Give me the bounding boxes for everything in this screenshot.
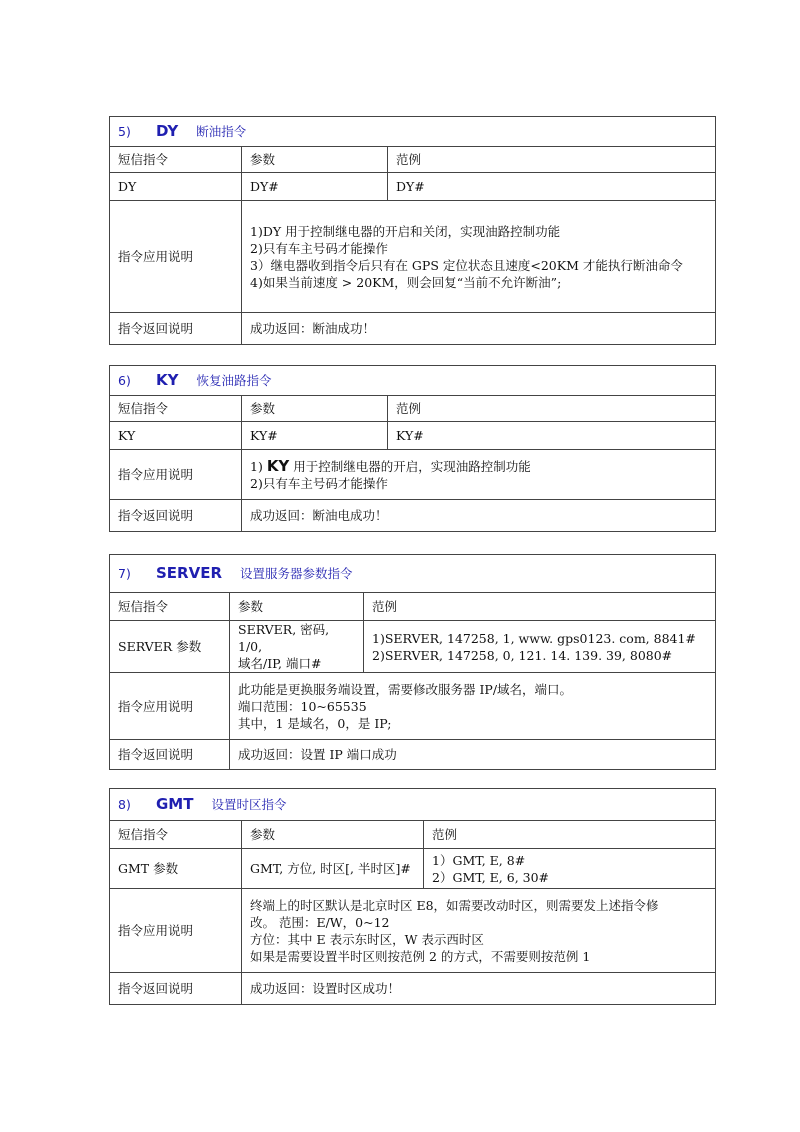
usage-label: 指令应用说明 — [110, 201, 242, 313]
usage-label: 指令应用说明 — [110, 673, 230, 740]
return-text: 成功返回：断油成功！ — [242, 313, 716, 345]
ky-command-table — [109, 365, 716, 532]
usage-label: 指令应用说明 — [110, 450, 242, 500]
cmd-value: DY — [110, 173, 242, 201]
param-value: DY# — [242, 173, 388, 201]
header-example: 范例 — [388, 147, 716, 173]
usage-text: 1)DY 用于控制继电器的开启和关闭，实现油路控制功能 2)只有车主号码才能操作 3）继电器收到指令后只有在 GPS 定位状态且速度<20KM 才能执行断油命令 4)如果当前速度 > 20KM，则会回复“当前不允许断油”; — [242, 201, 716, 313]
example-value: DY# — [388, 173, 716, 201]
cmd-value: GMT 参数 — [110, 849, 242, 889]
usage-text: 1) KY 用于控制继电器的开启，实现油路控制功能 2)只有车主号码才能操作 — [242, 450, 716, 500]
header-sms-cmd: 短信指令 — [110, 147, 242, 173]
header-sms-cmd: 短信指令 — [110, 593, 230, 621]
usage-text: 终端上的时区默认是北京时区 E8，如需要改动时区，则需要发上述指令修 改。 范围：E/W，0~12 方位：其中 E 表示东时区，W 表示西时区 如果是需要设置半时区则按范例 2 的方式，不需要则按范例 1 — [242, 889, 716, 973]
section-title: 8) GMT 设置时区指令 — [110, 789, 716, 821]
command-code: KY — [156, 371, 179, 389]
return-label: 指令返回说明 — [110, 500, 242, 532]
header-example: 范例 — [364, 593, 716, 621]
return-label: 指令返回说明 — [110, 973, 242, 1005]
return-label: 指令返回说明 — [110, 740, 230, 770]
gmt-command-table — [109, 788, 716, 1005]
section-title: 5) DY 断油指令 — [110, 117, 716, 147]
header-example: 范例 — [388, 396, 716, 422]
cmd-value: SERVER 参数 — [110, 621, 230, 673]
cmd-value: KY — [110, 422, 242, 450]
example-value: 1)SERVER, 147258, 1, www. gps0123. com, 8841# 2)SERVER, 147258, 0, 121. 14. 139. 39, 8080# — [364, 621, 716, 673]
command-code: DY — [156, 122, 179, 140]
command-code: SERVER — [156, 564, 223, 582]
return-text: 成功返回：设置时区成功！ — [242, 973, 716, 1005]
header-params: 参数 — [242, 147, 388, 173]
usage-label: 指令应用说明 — [110, 889, 242, 973]
usage-text: 此功能是更换服务端设置，需要修改服务器 IP/域名，端口。 端口范围：10~65535 其中，1 是域名，0，是 IP; — [230, 673, 716, 740]
return-label: 指令返回说明 — [110, 313, 242, 345]
dy-command-table — [109, 116, 716, 345]
param-value: GMT, 方位, 时区[, 半时区]# — [242, 849, 424, 889]
header-params: 参数 — [242, 821, 424, 849]
header-sms-cmd: 短信指令 — [110, 821, 242, 849]
header-sms-cmd: 短信指令 — [110, 396, 242, 422]
param-value: KY# — [242, 422, 388, 450]
section-title: 7) SERVER 设置服务器参数指令 — [110, 555, 716, 593]
return-text: 成功返回：设置 IP 端口成功 — [230, 740, 716, 770]
param-value: SERVER, 密码, 1/0, 域名/IP, 端口# — [230, 621, 364, 673]
section-title: 6) KY 恢复油路指令 — [110, 366, 716, 396]
header-params: 参数 — [242, 396, 388, 422]
header-example: 范例 — [424, 821, 716, 849]
command-code: GMT — [156, 795, 194, 813]
server-command-table — [109, 554, 716, 770]
return-text: 成功返回：断油电成功！ — [242, 500, 716, 532]
example-value: KY# — [388, 422, 716, 450]
example-value: 1）GMT, E, 8# 2）GMT, E, 6, 30# — [424, 849, 716, 889]
header-params: 参数 — [230, 593, 364, 621]
